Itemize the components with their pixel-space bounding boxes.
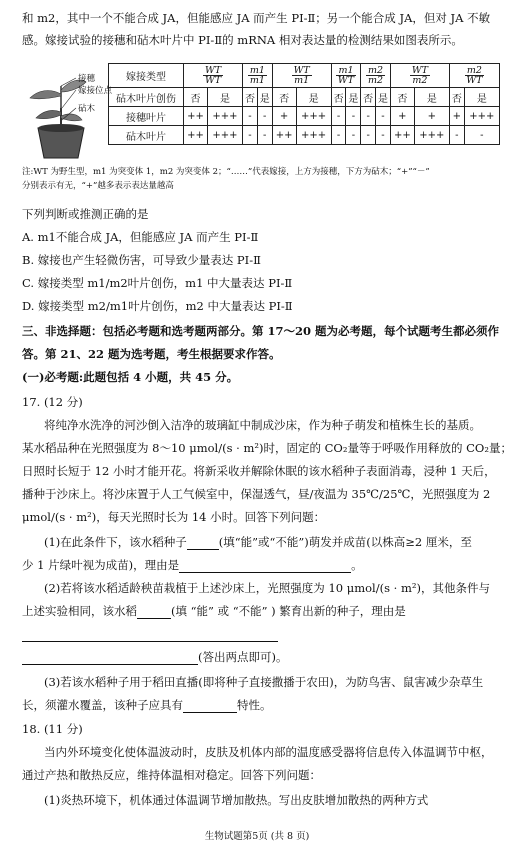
scion-label: 接穗 (78, 74, 96, 84)
wound-row: 砧木叶片创伤 否 是 否 是 否 是 否 是 否 是 否 是 否 是 (109, 88, 500, 107)
q17-sub2-line-4: (答出两点即可)。 (22, 649, 500, 665)
question-stem: 下列判断或推测正确的是 (22, 207, 149, 221)
q17-para-3: 日照时长短于 12 小时才能开花。将新采收并解除休眠的该水稻种子表面消毒，浸种 1 天后， (22, 464, 496, 478)
option-a: A. m1不能合成 JA，但能感应 JA 而产生 PI-Ⅱ (22, 230, 259, 244)
q17-para-5: μmol/(s · m²)，每天光照时长为 14 小时。回答下列问题： (22, 510, 326, 524)
q17-sub2-line-2: 上述实验相同，该水稻 (填 “能” 或 “不能” ) 繁育出新的种子，理由是 (22, 604, 406, 618)
graft-type-5: $\frac{m2}{m2}$ (361, 64, 391, 88)
q17-sub1-line-2: 少 1 片绿叶视为成苗)，理由是 。 (22, 558, 363, 572)
q17-para-1: 将纯净水洗净的河沙倒入洁净的玻璃缸中制成沙床，作为种子萌发和植株生长的基质。 (44, 418, 481, 432)
section3-line-1: 三、非选择题：包括必考题和选考题两部分。第 17～20 题为必考题，每个试题考生都必须作 (22, 324, 500, 338)
option-c: C. 嫁接类型 m1/m2叶片创伤，m1 中大量表达 PI-Ⅱ (22, 276, 293, 290)
q18-heading: 18. (11 分) (22, 722, 83, 736)
answer-blank-4[interactable] (22, 629, 278, 642)
answer-blank-2[interactable] (179, 560, 351, 573)
intro-line-1: 和 m2，其中一个不能合成 JA，但能感应 JA 而产生 PI-Ⅱ；另一个能合成 JA，但对 JA 不敏 (22, 11, 491, 25)
answer-blank-6[interactable] (183, 700, 237, 713)
answer-blank-1[interactable] (187, 537, 219, 550)
answer-blank-5[interactable] (22, 652, 198, 665)
graft-type-3: $\frac{WT}{m1}$ (272, 64, 331, 88)
q17-para-4: 播种于沙床上。将沙床置于人工气候室中，保湿透气，昼/夜温为 35℃/25℃，光照强度为 2 (22, 487, 491, 501)
q17-sub3-line-1: (3)若该水稻种子用于稻田直播(即将种子直接撒播于农田)，为防鸟害、鼠害减少杂草生 (44, 675, 484, 689)
option-b: B. 嫁接也产生轻微伤害，可导致少量表达 PI-Ⅱ (22, 253, 261, 267)
graft-type-6: $\frac{WT}{m2}$ (390, 64, 449, 88)
graft-type-7: $\frac{m2}{WT}$ (449, 64, 499, 88)
q17-heading: 17. (12 分) (22, 395, 83, 409)
graft-type-2: $\frac{m1}{m1}$ (243, 64, 273, 88)
graft-type-1: $\frac{WT}{WT}$ (184, 64, 243, 88)
option-d: D. 嫁接类型 m2/m1叶片创伤，m2 中大量表达 PI-Ⅱ (22, 299, 293, 313)
q18-sub1: (1)炎热环境下，机体通过体温调节增加散热。写出皮肤增加散热的两种方式 (44, 793, 429, 807)
table-note-line-2: 分别表示有无，“+”越多表示表达量越高 (22, 181, 174, 191)
q18-para-2: 通过产热和散热反应，维持体温相对稳定。回答下列问题： (22, 768, 321, 782)
section3-line-2: 答。第 21、22 题为选考题，考生根据要求作答。 (22, 347, 281, 361)
section3-subheading: (一)必考题:此题包括 4 小题，共 45 分。 (22, 370, 239, 384)
rootstock-leaf-row: 砧木叶片 ++ +++ - - ++ +++ - - - - ++ +++ - - (109, 126, 500, 145)
q17-para-2: 某水稻品种在光照强度为 8～10 μmol/(s · m²)时，固定的 CO₂量等于呼吸作用释放的 CO₂量； (22, 441, 512, 455)
header-graft-type: 嫁接类型 (109, 64, 184, 88)
table-note-line-1: 注:WT 为野生型，m1 为突变体 1，m2 为突变体 2；“……”代表嫁接，上方为接穗，下方为砧木；“+”“－” (22, 167, 430, 177)
intro-line-2: 感。嫁接试验的接穗和砧木叶片中 PI-Ⅱ的 mRNA 相对表达量的检测结果如图表所示。 (22, 33, 463, 47)
graft-site-label: 嫁接位点 (78, 86, 113, 96)
q17-sub2-line-3 (22, 626, 500, 642)
graft-results-table (108, 63, 500, 145)
page-footer: 生物试题第5页 (共 8 页) (204, 831, 310, 842)
scion-leaf-row: 接穗叶片 ++ +++ - - + +++ - - - - + + + +++ (109, 107, 500, 126)
graft-type-4: $\frac{m1}{WT}$ (331, 64, 361, 88)
q17-sub3-line-2: 长，须灌水覆盖，该种子应具有 特性。 (22, 698, 272, 712)
answer-blank-3[interactable] (137, 606, 171, 619)
grafted-plant-illustration (20, 68, 113, 160)
q17-sub2-line-1: (2)若将该水稻适龄秧苗栽植于上述沙床上，光照强度为 10 μmol/(s · m²)，其他条件与 (44, 581, 490, 595)
q17-sub1-line-1: (1)在此条件下，该水稻种子 (填“能”或“不能”)萌发并成苗(以株高≥2 厘米，至 (44, 535, 472, 549)
rootstock-label: 砧木 (78, 104, 96, 114)
q18-para-1: 当内外环境变化使体温波动时，皮肤及机体内部的温度感受器将信息传入体温调节中枢， (44, 745, 493, 759)
